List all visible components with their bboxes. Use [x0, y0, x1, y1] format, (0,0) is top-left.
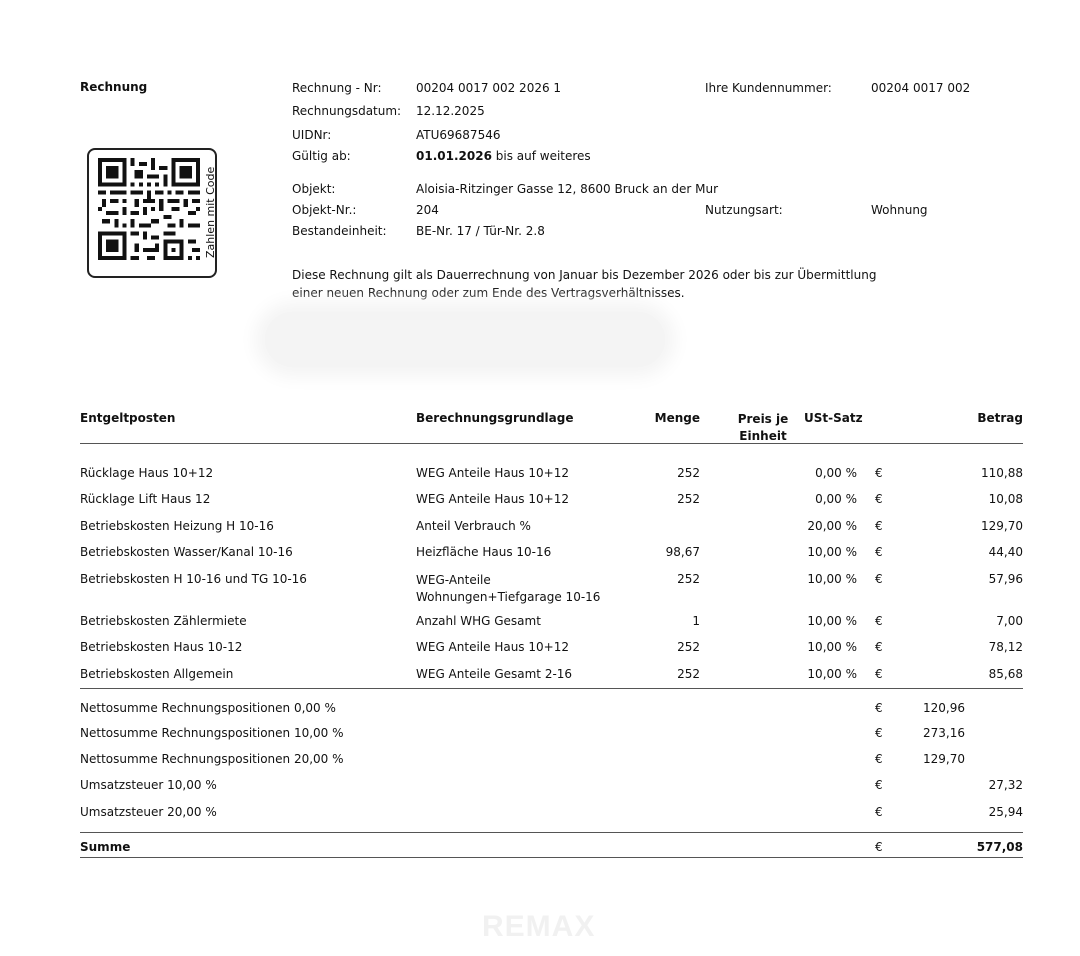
- row-betrag: 78,12: [988, 640, 1023, 654]
- row-ust: 0,00 %: [815, 492, 857, 506]
- row-grundlage: WEG Anteile Gesamt 2-16: [416, 667, 573, 681]
- row-betrag: 129,70: [981, 519, 1023, 533]
- tax-label: Umsatzsteuer 20,00 %: [80, 805, 217, 819]
- object-address: Aloisia-Ritzinger Gasse 12, 8600 Bruck an der Mur: [416, 182, 719, 196]
- row-ust: 0,00 %: [815, 466, 857, 480]
- row-betrag: 110,88: [981, 466, 1023, 480]
- redacted-area: [265, 312, 665, 367]
- row-currency: €: [875, 466, 883, 480]
- row-currency: €: [875, 545, 883, 559]
- row-currency: €: [875, 572, 883, 586]
- row-betrag: 85,68: [988, 667, 1023, 681]
- header-divider: [80, 443, 1023, 444]
- usage-type-label: Nutzungsart:: [705, 203, 783, 217]
- total-value: 577,08: [976, 840, 1023, 854]
- valid-from-date: 01.01.2026: [416, 149, 492, 163]
- row-betrag: 57,96: [988, 572, 1023, 586]
- document-title: Rechnung: [80, 80, 148, 94]
- row-currency: €: [875, 519, 883, 533]
- row-betrag: 7,00: [996, 614, 1023, 628]
- row-ust: 10,00 %: [807, 640, 857, 654]
- row-ust: 10,00 %: [807, 667, 857, 681]
- watermark-logo: REMAX: [482, 910, 596, 943]
- row-menge: 1: [692, 614, 700, 628]
- net-sum-value: 129,70: [923, 752, 965, 766]
- total-label: Summe: [80, 840, 131, 854]
- row-currency: €: [875, 614, 883, 628]
- row-posten: Rücklage Haus 10+12: [80, 466, 214, 480]
- valid-from-suffix: bis auf weiteres: [491, 149, 591, 163]
- rows-divider: [80, 688, 1023, 689]
- tax-value: 27,32: [988, 778, 1023, 792]
- total-currency: €: [875, 840, 883, 854]
- net-sum-currency: €: [875, 701, 883, 715]
- total-bottom-divider: [80, 857, 1023, 858]
- uid-number: ATU69687546: [416, 128, 501, 142]
- row-grundlage: WEG Anteile Haus 10+12: [416, 492, 569, 506]
- object-number-label: Objekt-Nr.:: [292, 203, 357, 217]
- row-ust: 20,00 %: [807, 519, 857, 533]
- row-ust: 10,00 %: [807, 545, 857, 559]
- valid-from-value: [416, 149, 591, 163]
- row-menge: 252: [677, 667, 700, 681]
- row-grundlage: WEG Anteile Haus 10+12: [416, 466, 569, 480]
- total-top-divider: [80, 832, 1023, 833]
- row-ust: 10,00 %: [807, 614, 857, 628]
- customer-number-label: Ihre Kundennummer:: [705, 81, 832, 95]
- row-menge: 252: [677, 572, 700, 586]
- object-number: 204: [416, 203, 439, 217]
- row-grundlage: Heizfläche Haus 10-16: [416, 545, 552, 559]
- tax-value: 25,94: [988, 805, 1023, 819]
- qr-code-icon[interactable]: [98, 158, 200, 260]
- unit-label: Bestandeinheit:: [292, 224, 387, 238]
- row-grundlage: Anzahl WHG Gesamt: [416, 614, 541, 628]
- row-ust: 10,00 %: [807, 572, 857, 586]
- col-header-betrag: Betrag: [977, 411, 1023, 425]
- row-grundlage: WEG Anteile Haus 10+12: [416, 640, 569, 654]
- row-posten: Betriebskosten Heizung H 10-16: [80, 519, 274, 533]
- customer-number: 00204 0017 002: [871, 81, 971, 95]
- row-currency: €: [875, 492, 883, 506]
- net-sum-label: Nettosumme Rechnungspositionen 0,00 %: [80, 701, 336, 715]
- col-header-ust: USt-Satz: [804, 411, 863, 425]
- row-menge: 252: [677, 492, 700, 506]
- row-grundlage: Anteil Verbrauch %: [416, 519, 531, 533]
- net-sum-currency: €: [875, 752, 883, 766]
- row-menge: 252: [677, 466, 700, 480]
- invoice-date: 12.12.2025: [416, 104, 485, 118]
- invoice-number-label: Rechnung - Nr:: [292, 81, 382, 95]
- col-header-posten: Entgeltposten: [80, 411, 176, 425]
- object-label: Objekt:: [292, 182, 336, 196]
- net-sum-currency: €: [875, 726, 883, 740]
- row-posten: Betriebskosten H 10-16 und TG 10-16: [80, 572, 307, 586]
- net-sum-value: 273,16: [923, 726, 965, 740]
- net-sum-value: 120,96: [923, 701, 965, 715]
- col-header-grundlage: Berechnungsgrundlage: [416, 411, 574, 425]
- row-grundlage: WEG-Anteile Wohnungen+Tiefgarage 10-16: [416, 573, 601, 604]
- tax-currency: €: [875, 778, 883, 792]
- row-posten: Betriebskosten Allgemein: [80, 667, 234, 681]
- invoice-number: 00204 0017 002 2026 1: [416, 81, 562, 95]
- invoice-date-label: Rechnungsdatum:: [292, 104, 402, 118]
- net-sum-label: Nettosumme Rechnungspositionen 20,00 %: [80, 752, 344, 766]
- row-posten: Betriebskosten Wasser/Kanal 10-16: [80, 545, 293, 559]
- standing-invoice-note: Diese Rechnung gilt als Dauerrechnung von Januar bis Dezember 2026 oder bis zur Übermittlung einer neuen Rechnung oder zum Ende des Vertragsverhältnisses.: [292, 268, 877, 300]
- net-sum-label: Nettosumme Rechnungspositionen 10,00 %: [80, 726, 344, 740]
- row-betrag: 44,40: [988, 545, 1023, 559]
- unit-value: BE-Nr. 17 / Tür-Nr. 2.8: [416, 224, 545, 238]
- valid-from-label: Gültig ab:: [292, 149, 351, 163]
- tax-label: Umsatzsteuer 10,00 %: [80, 778, 217, 792]
- row-posten: Betriebskosten Zählermiete: [80, 614, 247, 628]
- row-posten: Rücklage Lift Haus 12: [80, 492, 211, 506]
- row-currency: €: [875, 640, 883, 654]
- row-menge: 98,67: [665, 545, 700, 559]
- uid-label: UIDNr:: [292, 128, 332, 142]
- row-currency: €: [875, 667, 883, 681]
- usage-type: Wohnung: [871, 203, 928, 217]
- qr-code-caption: Zahlen mit Code: [204, 166, 217, 258]
- col-header-menge: Menge: [654, 411, 700, 425]
- row-menge: 252: [677, 640, 700, 654]
- row-betrag: 10,08: [988, 492, 1023, 506]
- row-posten: Betriebskosten Haus 10-12: [80, 640, 243, 654]
- col-header-preis: Preis je Einheit: [737, 412, 789, 443]
- tax-currency: €: [875, 805, 883, 819]
